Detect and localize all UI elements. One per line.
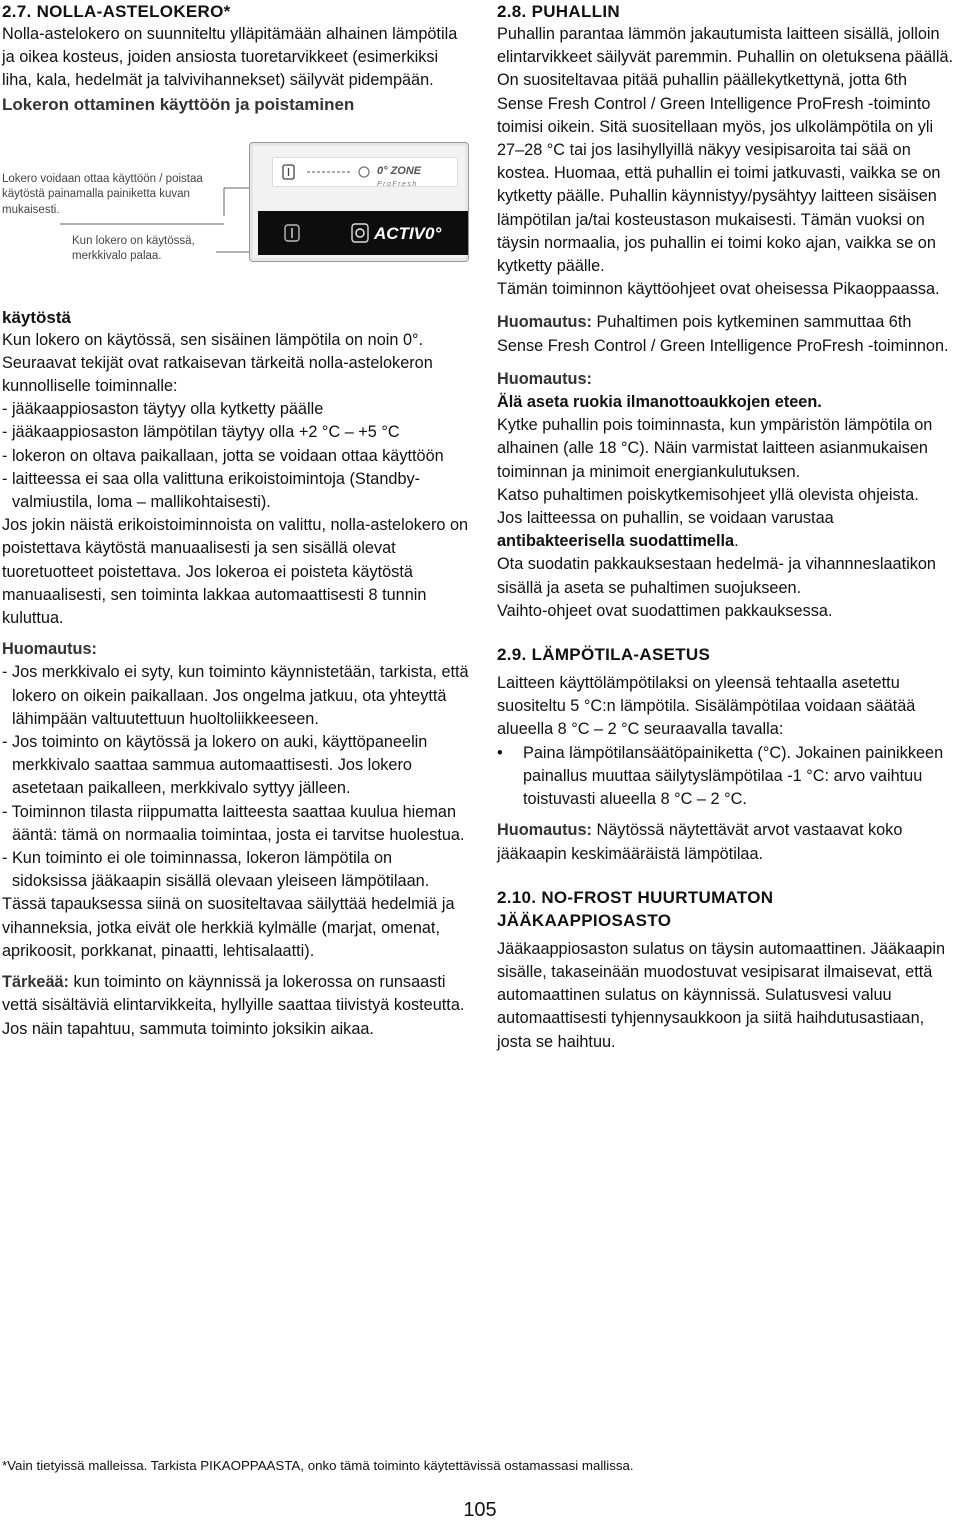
list-item: - jääkaappiosaston lämpötilan täytyy olla +2 °C – +5 °C: [2, 423, 400, 442]
filter-text-end: .: [734, 532, 739, 551]
list-item: - Jos merkkivalo ei syty, kun toiminto käynnistetään, tarkista, että lokero on oikein paikallaan. Jos ongelma jatkuu, ota yhteyttä lähimpään valtuutettuun huoltoliikkeeseen.: [2, 663, 469, 728]
note-label: Huomautus:: [497, 369, 592, 388]
figure-caption-press-button: Lokero voidaan ottaa käyttöön / poistaa käytöstä painamalla painiketta kuvan mukaisesti.: [2, 172, 203, 216]
zero-zone-label: 0° ZONE: [377, 164, 422, 177]
bullet-text: Paina lämpötilansäätöpainiketta (°C). Jokainen painikkeen painallus muuttaa säilytyslämpötilaa -1 °C: arvo vaihtuu toistuvasti alueella 8 °C – 2 °C.: [523, 743, 944, 809]
filter-text: Jos laitteessa on puhallin, se voidaan varustaa: [497, 509, 834, 528]
section-heading-2-9: 2.9. LÄMPÖTILA-ASETUS: [497, 645, 711, 665]
right-column: [497, 0, 957, 1054]
storage-recommendation-paragraph: Tässä tapauksessa siinä on suositeltavaa säilyttää hedelmiä ja vihanneksia, jotka eivät ole herkkiä kylmälle (marjat, omenat, aprikoosit, porkkanat, pinaatti, lehtisalaatti).: [2, 895, 455, 960]
note-label: Huomautus:: [497, 313, 592, 332]
important-text: kun toiminto on käynnissä ja lokerossa on runsaasti vettä sisältäviä elintarvikkeita, hyllyille saattaa tiivistyä kosteutta. Jos näin tapahtuu, sammuta toiminto joksikin aikaa.: [2, 973, 465, 1038]
quick-guide-paragraph: Tämän toiminnon käyttöohjeet ovat oheisessa Pikaoppaassa.: [497, 280, 940, 299]
fan-off-paragraph: Kytke puhallin pois toiminnasta, kun ympäristön lämpötila on alhainen (alle 18 °C). Näin varmistat laitteen asianmukaisen toiminnan ja minimoit energiankulutuksen.: [497, 416, 933, 481]
control-panel-figure: [2, 116, 470, 306]
kaytosta-heading: käytöstä: [2, 307, 71, 327]
temperature-paragraph: Laitteen käyttölämpötilaksi on yleensä tehtaalla asetettu suositeltu 5 °C:n lämpötila. Sisälämpötilaa voidaan säätää alueella 8 °C – 2 °C seuraavalla tavalla:: [497, 674, 916, 739]
fan-note-paragraph: [497, 311, 957, 357]
air-inlet-warning: Älä aseta ruokia ilmanottoaukkojen eteen.: [497, 393, 822, 412]
subheading-enable-disable: Lokeron ottaminen käyttöön ja poistaminen: [2, 94, 355, 114]
list-item: - jääkaappiosaston täytyy olla kytketty päälle: [2, 400, 324, 419]
temperature-note-paragraph: [497, 819, 957, 865]
important-paragraph: [2, 971, 470, 1041]
control-panel-image: [249, 142, 469, 262]
fan-paragraph: Puhallin parantaa lämmön jakautumista laitteen sisällä, jolloin elintarvikkeet säilyvät paremmin. Puhallin on oletuksena päällä. On suositeltavaa pitää puhallin päällekytkettynä, jotta 6th Sense Fresh Control / Green Intelligence ProFresh -toiminto toimisi oikein. Sitä suositellaan myös, jos ulkolämpötila on yli 27–28 °C tai jos lasihyllyillä näkyy vesipisaroita tai sää on kostea. Huomaa, että puhallin ei toimi jatkuvasti, vaikka se on kytketty päälle. Puhallin käynnistyy/pysähtyy laitteen sisäisen lämpötilan ja/tai kosteustason mukaisesti. Tämän vuoksi on täysin normaalia, jos puhallin ei toimi koko ajan, vaikka se on kytketty päälle.: [497, 25, 954, 276]
special-functions-paragraph: Jos jokin näistä erikoistoiminnoista on valittu, nolla-astelokero on poistettava käytöstä manuaalisesti ja sen sisällä olevat tuoretuotteet poistettava. Jos lokeroa ei poisteta käytöstä manuaalisesti, sen toiminta lakkaa automaattisesti 8 tunnin kuluttua.: [2, 516, 469, 628]
filter-paragraph: [497, 507, 957, 553]
filter-replace-paragraph: Vaihto-ohjeet ovat suodattimen pakkauksessa.: [497, 601, 833, 620]
intro-paragraph: Nolla-astelokero on suunniteltu ylläpitämään alhainen lämpötila ja oikea kosteus, joiden ansiosta tuoretarvikkeet (esimerkiksi liha, kala, hedelmät ja talvivihannekset) säilyvät pidempään.: [2, 25, 458, 90]
note-text: Puhaltimen pois kytkeminen sammuttaa 6th Sense Fresh Control / Green Intelligence ProFresh -toiminnon.: [497, 313, 949, 355]
list-item: - laitteessa ei saa olla valittuna erikoistoimintoja (Standby-valmiustila, loma – mallikohtaisesti).: [2, 469, 421, 512]
list-item: - Kun toiminto ei ole toiminnassa, lokeron lämpötila on sidoksissa jääkaapin sisällä olevaan yleiseen lämpötilaan.: [2, 849, 430, 891]
activ-display-bar: [258, 211, 468, 255]
notes-list: [2, 661, 470, 893]
filter-install-paragraph: Ota suodatin pakkauksestaan hedelmä- ja vihannneslaatikon sisällä ja aseta se puhaltimen suojukseen.: [497, 555, 936, 597]
section-heading-2-7: 2.7. NOLLA-ASTELOKERO*: [2, 2, 231, 21]
profresh-label: ProFresh: [377, 180, 418, 188]
usage-paragraph: Kun lokero on käytössä, sen sisäinen lämpötila on noin 0°. Seuraavat tekijät ovat ratkaisevan tärkeitä nolla-astelokeron kunnolliselle toiminnalle:: [2, 330, 433, 396]
fan-off-instructions-paragraph: Katso puhaltimen poiskytkemisohjeet yllä olevista ohjeista.: [497, 485, 919, 504]
requirements-list: [2, 398, 470, 514]
list-item: - Jos toiminto on käytössä ja lokero on auki, käyttöpaneelin merkkivalo saattaa sammua automaattisesti. Jos lokero asetetaan paikalleen, merkkivalo syttyy jälleen.: [2, 733, 428, 798]
figure-caption-indicator-light: Kun lokero on käytössä, merkkivalo palaa.: [72, 234, 195, 263]
note-text: Näytössä näytettävät arvot vastaavat koko jääkaapin keskimääräistä lämpötilaa.: [497, 821, 903, 863]
footnote: *Vain tietyissä malleissa. Tarkista PIKAOPPAASTA, onko tämä toiminto käytettävissä ostamassasi mallissa.: [2, 1458, 634, 1473]
left-column: [2, 0, 470, 1041]
list-item: - Toiminnon tilasta riippumatta laitteesta saattaa kuulua hieman ääntä: tämä on normaalia toimintaa, josta ei tarvitse huolestua.: [2, 802, 465, 844]
section-heading-2-10-line2: JÄÄKAAPPIOSASTO: [497, 910, 672, 930]
activ-label: ACTIV0°: [374, 223, 442, 243]
note-label: Huomautus:: [2, 640, 97, 659]
page-number: 105: [463, 1499, 497, 1521]
antibacterial-filter-text: antibakteerisella suodattimella: [497, 532, 735, 551]
note-label: Huomautus:: [497, 821, 592, 840]
bullet-dot: •: [497, 743, 503, 762]
zero-zone-display: [272, 157, 458, 187]
important-label: Tärkeää:: [2, 973, 69, 992]
section-heading-2-8: 2.8. PUHALLIN: [497, 2, 620, 21]
section-heading-2-10: 2.10. NO-FROST HUURTUMATON: [497, 887, 774, 907]
defrost-paragraph: Jääkaappiosaston sulatus on täysin automaattinen. Jääkaapin sisälle, takaseinään muodostuvat vesipisarat ilmaisevat, että automaattinen sulatus on käynnissä. Sulatusvesi valuu automaattisesti tyhjennysaukkoon ja siitä haihdutusastiaan, josta se haihtuu.: [497, 939, 946, 1051]
temperature-bullet: [497, 742, 957, 812]
list-item: - lokeron on oltava paikallaan, jotta se voidaan ottaa käyttöön: [2, 446, 444, 465]
